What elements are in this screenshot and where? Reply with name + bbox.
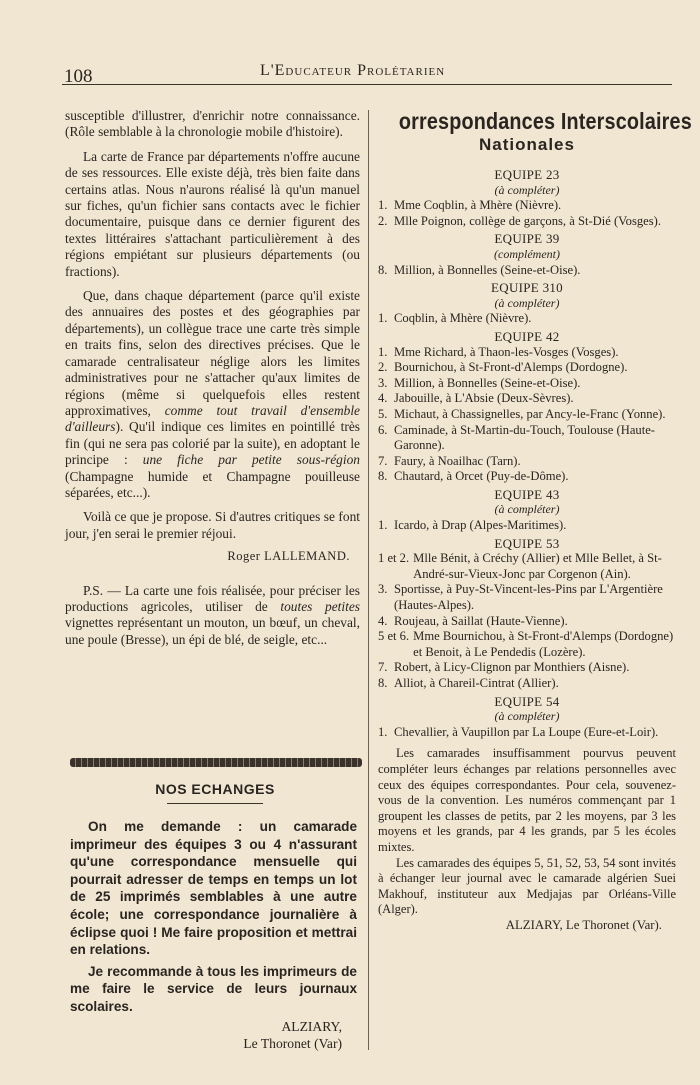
ps-text-a: P.S. — La carte une fois réalisée, pour préciser les productions agricoles, utiliser de <box>65 582 360 614</box>
entry-text: Faury, à Noailhac (Tarn). <box>394 453 521 468</box>
entry-text: Bournichou, à St-Front-d'Alemps (Dordogne). <box>394 360 628 375</box>
box-signature-place: Le Thoronet (Var) <box>243 1035 342 1051</box>
entry-number: 5 et 6. <box>378 629 410 644</box>
list-item <box>378 214 676 230</box>
entry-text: Million, à Bonnelles (Seine-et-Oise). <box>394 262 581 277</box>
nos-echanges-box <box>70 770 360 1060</box>
entry-number: 2. <box>378 213 388 228</box>
list-item <box>378 469 676 485</box>
equipe-note: (à compléter) <box>494 502 560 517</box>
equipe-name: EQUIPE 43 <box>494 486 560 502</box>
box-signature-name: ALZIARY, <box>281 1018 342 1034</box>
journal-title: L'Educateur Prolétarien <box>260 62 446 79</box>
entry-number: 1. <box>378 198 388 213</box>
column-separator <box>368 110 369 1050</box>
equipe-name: EQUIPE 39 <box>494 231 560 247</box>
entry-number: 1. <box>378 724 388 739</box>
ps-italic: toutes petites <box>280 598 360 614</box>
entry-text: Sportisse, à Puy-St-Vincent-les-Pins par L'Argentière (Hautes-Alpes). <box>394 582 663 613</box>
ps-text-b: vignettes représentant un mouton, un bœuf, un cheval, une poule (Bresse), un épi de blé, de seigle, etc... <box>65 615 360 647</box>
equipe-block <box>378 536 676 692</box>
equipe-name: EQUIPE 310 <box>491 280 563 296</box>
entry-text: Michaut, à Chassignelles, par Ancy-le-Franc (Yonne). <box>394 406 666 421</box>
entry-number: 4. <box>378 613 388 628</box>
box-title-rule <box>167 803 263 804</box>
left-column <box>65 108 360 648</box>
entry-text: Icardo, à Drap (Alpes-Maritimes). <box>394 518 567 533</box>
entry-number: 2. <box>378 360 388 375</box>
proposal-text-b: ). Qu'il indique ces limites en pointillé très fin (qui ne sera pas colorié par la suite), en adoptant le principe : <box>65 419 360 468</box>
equipe-list <box>378 167 676 740</box>
section-subtitle: Nationales <box>479 135 575 154</box>
entry-text: Alliot, à Chareil-Cintrat (Allier). <box>394 676 559 690</box>
paragraph-invitation: Les camarades des équipes 5, 51, 52, 53, 54 sont invités à échanger leur journal avec le camarade algérien Suei Makhouf, instituteur aux Medjajas par Orléans-Ville (Alger). <box>378 855 676 917</box>
box-title: NOS ECHANGES <box>155 781 275 797</box>
decorative-divider <box>70 758 362 767</box>
entry-number: 5. <box>378 406 388 421</box>
entry-number: 8. <box>378 262 388 277</box>
entry-text: Chevallier, à Vaupillon par La Loupe (Eure-et-Loir). <box>394 724 659 739</box>
equipe-name: EQUIPE 23 <box>494 167 560 182</box>
equipe-note: (à compléter) <box>494 295 560 310</box>
equipe-name: EQUIPE 53 <box>494 535 560 551</box>
list-item <box>378 391 676 407</box>
equipe-block <box>378 329 676 485</box>
entry-text: Jabouille, à L'Absie (Deux-Sèvres). <box>394 391 574 406</box>
proposal-text-a: Que, dans chaque département (parce qu'il existe des annuaires des postes et des géographies par départements), un collègue trace une carte très simple en traits fins, selon des directives précises. Que le camarade centralisateur néglige alors les limites administratives pour ne s'attacher qu'aux limites de régions (même si quelquefois elles restent approximatives, <box>65 288 360 418</box>
box-paragraph-1: On me demande : un camarade imprimeur des équipes 3 ou 4 n'assurant qu'une correspondance mensuelle qui pourrait adresser de temps en temps un lot de 25 imprimés semblables à une autre école; une correspondance journalière à éclipse quoi ! Me faire proposition et mettrai en relations. <box>70 819 357 958</box>
section-title: orrespondances Interscolaires <box>398 108 692 134</box>
entry-text: Mlle Bénit, à Créchy (Allier) et Mlle Bellet, à St-André-sur-Vieux-Jonc par Corgenon (Ain). <box>413 551 662 581</box>
equipe-note: (complément) <box>494 246 560 261</box>
list-item <box>378 423 676 454</box>
entry-number: 1. <box>378 518 388 533</box>
entry-number: 8. <box>378 469 388 484</box>
box-paragraph-2: Je recommande à tous les imprimeurs de me faire le service de leurs journaux scolaires. <box>70 963 357 1014</box>
list-item <box>378 454 676 470</box>
entry-text: Million, à Bonnelles (Seine-et-Oise). <box>394 375 581 390</box>
list-item <box>378 518 676 534</box>
entry-text: Mlle Poignon, collège de garçons, à St-Dié (Vosges). <box>394 213 661 228</box>
list-item <box>378 407 676 423</box>
entry-number: 3. <box>378 375 388 390</box>
list-item <box>378 629 676 660</box>
entry-number: 7. <box>378 660 388 675</box>
list-item <box>378 360 676 376</box>
list-item <box>378 725 676 741</box>
list-item <box>378 198 676 214</box>
entry-number: 1 et 2. <box>378 551 410 566</box>
entry-text: Mme Coqblin, à Mhère (Nièvre). <box>394 198 562 213</box>
list-item <box>378 345 676 361</box>
list-item <box>378 551 676 582</box>
entry-text: Roujeau, à Saillat (Haute-Vienne). <box>394 613 568 628</box>
equipe-block <box>378 487 676 534</box>
entry-text: Mme Richard, à Thaon-les-Vosges (Vosges). <box>394 344 619 359</box>
entry-number: 1. <box>378 311 388 326</box>
equipe-block <box>378 167 676 229</box>
list-item <box>378 263 676 279</box>
proposal-italic-1: comme tout travail d'ensemble d'ailleurs <box>65 402 360 435</box>
entry-number: 8. <box>378 676 388 690</box>
entry-number: 6. <box>378 422 388 437</box>
running-header <box>62 60 672 85</box>
entry-number: 4. <box>378 391 388 406</box>
entry-text: Mme Bournichou, à St-Front-d'Alemps (Dordogne) et Benoit, à Le Pendedis (Lozère). <box>413 629 674 659</box>
list-item <box>378 376 676 392</box>
equipe-block <box>378 280 676 327</box>
box-signature <box>70 1018 360 1052</box>
page-number: 108 <box>64 66 93 87</box>
entry-number: 1. <box>378 344 388 359</box>
signature-lallemand: Roger LALLEMAND. <box>227 549 350 564</box>
equipe-note: (à compléter) <box>494 182 560 197</box>
list-item <box>378 660 676 676</box>
signature-alziary: ALZIARY, Le Thoronet (Var). <box>505 917 662 932</box>
list-item <box>378 676 676 692</box>
paragraph-proposal <box>65 288 360 501</box>
list-item <box>378 614 676 630</box>
list-item <box>378 311 676 327</box>
entry-number: 7. <box>378 453 388 468</box>
entry-text: Chautard, à Orcet (Puy-de-Dôme). <box>394 469 569 484</box>
equipe-note: (à compléter) <box>494 709 560 724</box>
paragraph-carte-de-france: La carte de France par départements n'offre aucune de ses ressources. Elle existe déjà, très bien faite dans certains atlas. Nous n'aurons réalisé là qu'un manuel sur fiches, qu'un fichier sans contacts avec le fichier documentaire, puisque dans ce dernier figurent des textes littéraires s'attachant particulièrement à des régions empiétant sur plusieurs départements (ou fractions). <box>65 148 360 279</box>
paragraph-conclusion: Voilà ce que je propose. Si d'autres critiques se font jour, j'en serai le premier réjoui. <box>65 509 360 541</box>
equipe-block <box>378 694 676 741</box>
entry-number: 3. <box>378 582 388 597</box>
paragraph-continuation: susceptible d'illustrer, d'enrichir notre connaissance. (Rôle semblable à la chronologie mobile d'histoire). <box>65 108 360 140</box>
right-column <box>378 108 692 933</box>
box-body <box>70 818 360 1016</box>
equipe-block <box>378 231 676 278</box>
proposal-italic-2: une fiche par petite sous-région <box>142 452 360 468</box>
equipe-name: EQUIPE 54 <box>494 693 560 709</box>
proposal-text-c: (Champagne humide et Champagne pouilleuse séparées, etc...). <box>65 468 360 500</box>
entry-text: Robert, à Licy-Clignon par Monthiers (Aisne). <box>394 660 630 675</box>
paragraph-postscript <box>65 583 360 649</box>
paragraph-conventions: Les camarades insuffisamment pourvus peuvent compléter leurs échanges par relations personnelles avec ceux des équipes correspondantes. Pour cela, souvenez-vous de la convention. Les numéros commençant par 1 groupent les classes de petits, par 2 les moyens, par 3 les moyens et les grands, par 4 les grands, par 5 les écoles mixtes. <box>378 746 676 854</box>
list-item <box>378 582 676 613</box>
entry-text: Caminade, à St-Martin-du-Touch, Toulouse (Haute-Garonne). <box>394 422 656 453</box>
equipe-name: EQUIPE 42 <box>494 328 560 344</box>
entry-text: Coqblin, à Mhère (Nièvre). <box>394 311 532 326</box>
